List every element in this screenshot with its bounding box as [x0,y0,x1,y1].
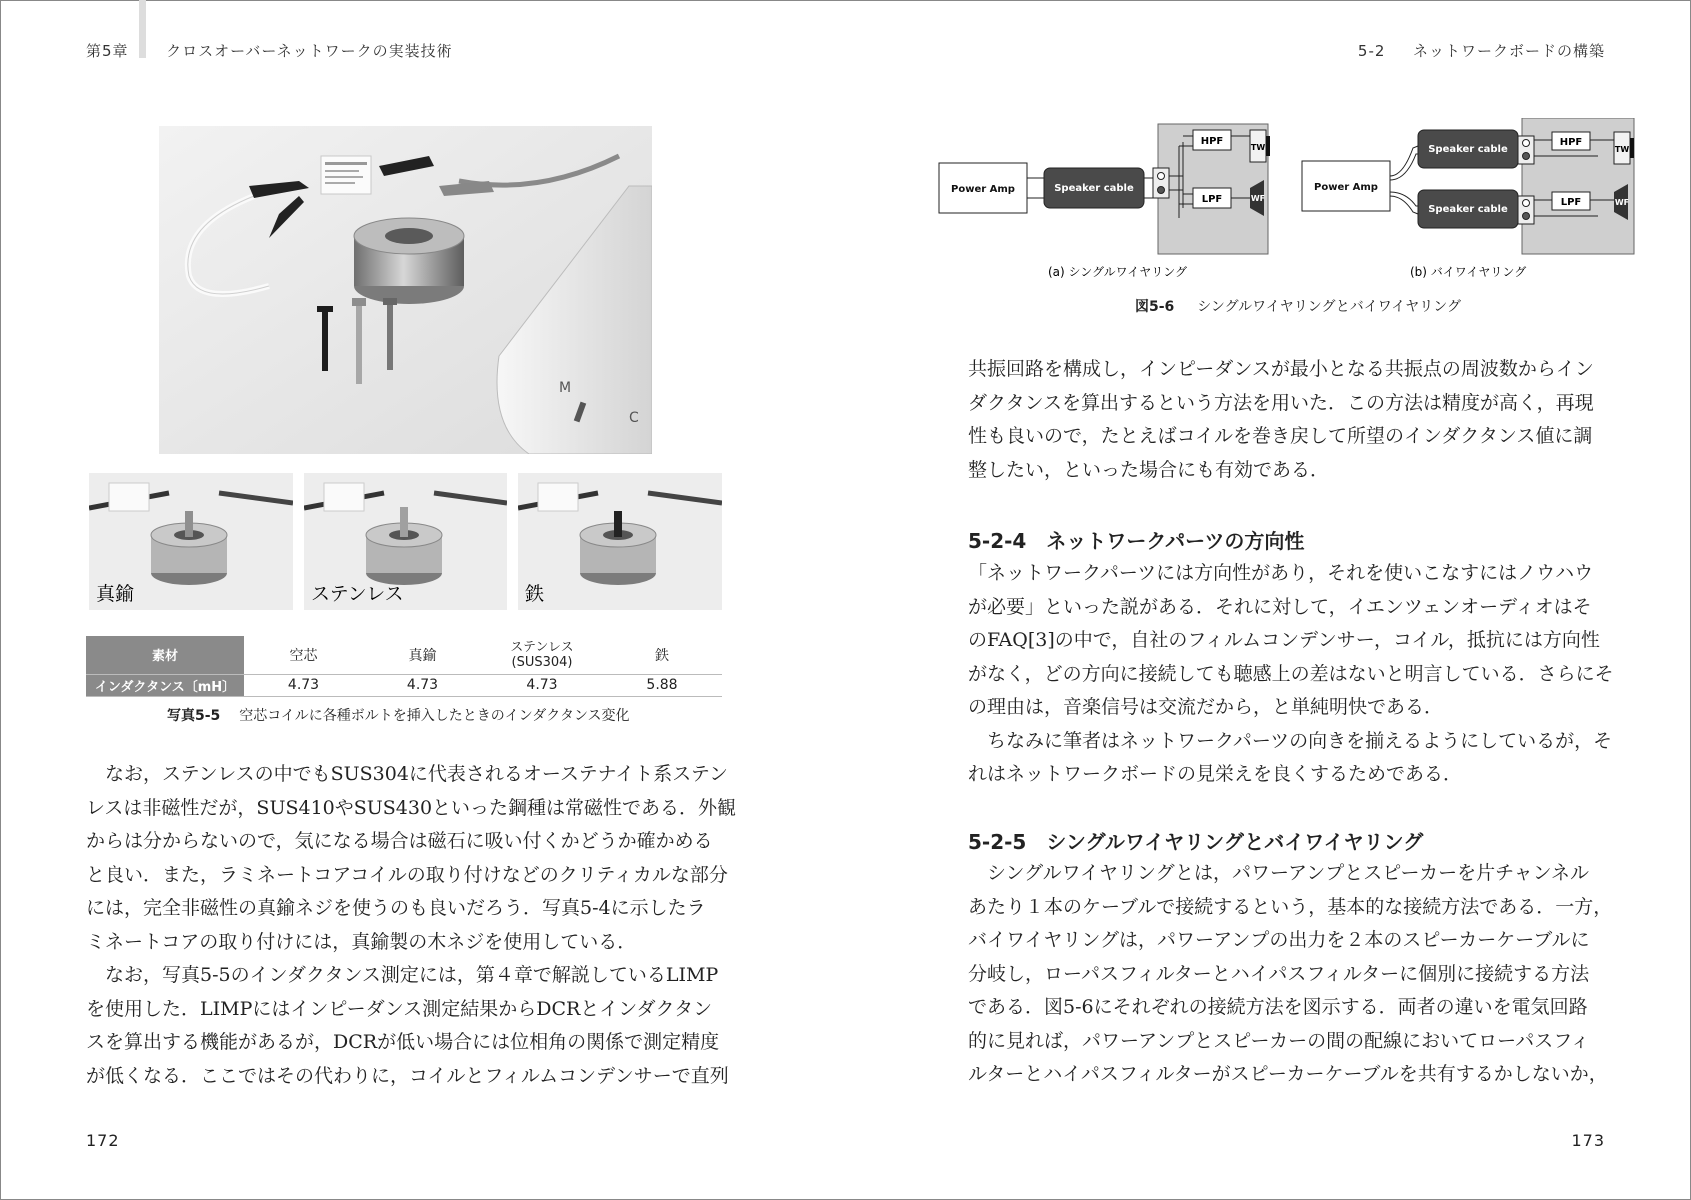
page-number-right: 173 [1571,1131,1605,1150]
text-line: 共振回路を構成し，インピーダンスが最小となる共振点の周波数からイン [968,358,1594,380]
running-head-right [1358,40,1605,61]
section-number: 5-2 [1357,42,1386,60]
inductance-table [86,636,722,697]
table-header-row [86,636,722,674]
table-cell: 4.73 [363,674,482,696]
heading-5-2-4: 5-2-4 ネットワークパーツの方向性 [968,529,1305,553]
figure-sub-a: (a) シングルワイヤリング [1048,265,1188,279]
text-line: が低くなる．ここではその代わりに，コイルとフィルムコンデンサーで直列 [86,1064,729,1087]
wf-label: WF [1250,194,1266,203]
text-line: と良い．また，ラミネートコアコイルの取り付けなどのクリティカルな部分 [86,863,728,886]
text-line: シングルワイヤリングとは，パワーアンプとスピーカーを片チャンネル [968,862,1590,884]
coil-photo-iron [518,473,722,610]
text-line: バイワイヤリングは，パワーアンプの出力を２本のスピーカーケーブルに [968,929,1590,951]
left-body-text [86,758,736,1093]
caption-text: 空芯コイルに各種ボルトを挿入したときのインダクタンス変化 [239,708,630,724]
photo-label-iron: 鉄 [525,583,545,605]
coil-photo-illustration [159,126,652,454]
text-line: 的に見れば，パワーアンプとスピーカーの間の配線においてローパスフィ [968,1029,1590,1052]
text-line: あたり１本のケーブルで接続するという，基本的な接続方法である．一方， [968,895,1613,918]
table-col-header: 鉄 [602,636,722,674]
photo-label-brass: 真鍮 [96,583,135,605]
text-line: れはネットワークボードの見栄えを良くするためである． [968,763,1463,785]
caption-text: シングルワイヤリングとバイワイヤリング [1197,299,1462,315]
text-line: の理由は，音楽信号は交流だから，と単純明快である． [968,696,1444,718]
bi-wiring-diagram [1302,118,1634,254]
table-cell: 4.73 [482,674,602,696]
right-body-text-3 [968,857,1612,1092]
table-row [86,674,722,696]
chapter-title: クロスオーバーネットワークの実装技術 [166,42,453,60]
text-line: 分岐し，ローパスフィルターとハイパスフィルターに個別に接続する方法 [968,962,1590,985]
speaker-cable-label: Speaker cable [1054,183,1134,194]
coil-photo-brass [89,473,293,610]
text-line: スを算出する機能があるが，DCRが低い場合には位相角の関係で測定精度 [86,1031,720,1053]
chapter-label: 第5章 [86,42,129,60]
text-line: ミネートコアの取り付けには，真鍮製の木ネジを使用している． [86,930,637,953]
text-line: である．図5-6にそれぞれの接続方法を図示する．両者の違いを電気回路 [968,996,1588,1018]
table-col-header: ステンレス (SUS304) [482,636,602,674]
hpf-label: HPF [1559,137,1583,148]
single-wiring-diagram [939,124,1270,254]
table-row-label: インダクタンス〔mH〕 [86,674,244,696]
table-col-header: 空芯 [244,636,363,674]
text-line: 性も良いので，たとえばコイルを巻き戻して所望のインダクタンス値に調 [968,425,1593,447]
figure-sub-b: (b) バイワイヤリング [1410,265,1527,279]
heading-5-2-5: 5-2-5 シングルワイヤリングとバイワイヤリング [968,830,1424,854]
table-col-header: 真鍮 [363,636,482,674]
text-line: のFAQ[3]の中で，自社のフィルムコンデンサー，コイル，抵抗には方向性 [968,629,1600,651]
table-cell: 4.73 [244,674,363,696]
svg-text:C: C [629,410,639,426]
lpf-label: LPF [1201,194,1223,205]
speaker-cable-label: Speaker cable [1428,204,1508,215]
lpf-label: LPF [1560,197,1582,208]
text-line: を使用した．LIMPにはインピーダンス測定結果からDCRとインダクタン [86,997,713,1020]
table-header-label: 素材 [86,636,244,674]
coil-photo-large [159,126,652,454]
text-line: なお，写真5-5のインダクタンス測定には，第４章で解説しているLIMP [86,964,719,986]
photo-caption [167,705,630,725]
text-line: 整したい，といった場合にも有効である． [968,458,1330,481]
hpf-label: HPF [1200,136,1224,147]
speaker-cable-label: Speaker cable [1428,144,1508,155]
table-cell: 5.88 [602,674,722,696]
coil-photo-stainless [304,473,507,610]
tw-label: TW [1614,145,1630,154]
text-line: ルターとハイパスフィルターがスピーカーケーブルを共有するかしないか， [968,1063,1608,1085]
coil-illustration [518,473,722,610]
caption-number: 写真5-5 [167,708,221,724]
page-number-left: 172 [86,1131,120,1150]
text-line: ダクタンスを算出するという方法を用いた．この方法は精度が高く，再現 [968,391,1594,414]
text-line: 「ネットワークパーツには方向性があり，それを使いこなすにはノウハウ [968,562,1594,584]
wiring-diagram [938,118,1638,293]
power-amp-label: Power Amp [1314,182,1378,193]
photo-label-stainless: ステンレス [311,583,404,605]
text-line: からは分からないので，気になる場合は磁石に吸い付くかどうか確かめる [86,830,713,852]
power-amp-label: Power Amp [951,184,1015,195]
svg-text:M: M [559,380,572,396]
text-line: には，完全非磁性の真鍮ネジを使うのも良いだろう．写真5-4に示したラ [86,897,706,919]
running-head-left [86,40,453,61]
right-body-text-1 [968,353,1594,487]
tw-label: TW [1250,143,1266,152]
caption-number: 図5-6 [1135,299,1175,315]
text-line: がなく，どの方向に接続しても聴感上の差はないと明言している．さらにそ [968,662,1614,685]
figure-caption [1135,296,1461,316]
section-title: ネットワークボードの構築 [1412,42,1605,60]
right-body-text-2 [968,557,1614,792]
text-line: が必要」といった説がある．それに対して，イエンツェンオーディオはそ [968,595,1592,618]
text-line: レスは非磁性だが，SUS410やSUS430といった鋼種は常磁性である．外観 [86,796,737,819]
wf-label: WF [1614,198,1630,207]
text-line: ちなみに筆者はネットワークパーツの向きを揃えるようにしているが，そ [968,729,1613,752]
text-line: なお，ステンレスの中でもSUS304に代表されるオーステナイト系ステン [86,763,728,785]
